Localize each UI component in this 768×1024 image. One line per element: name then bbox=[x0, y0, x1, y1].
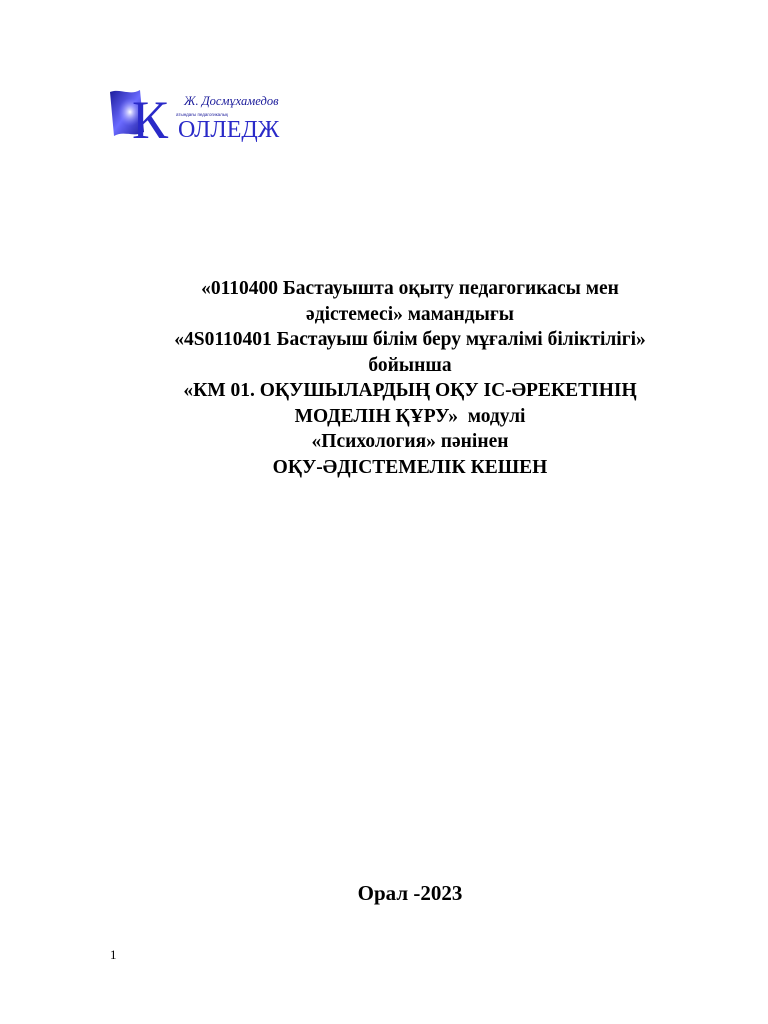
college-logo-graphic bbox=[108, 86, 313, 142]
city-year: Орал -2023 bbox=[357, 881, 463, 905]
title-line-4: бойынша bbox=[368, 354, 452, 376]
logo-small-text: атындағы педагогикалық bbox=[176, 112, 229, 117]
title-line-2: әдістемесі» мамандығы bbox=[306, 303, 514, 325]
title-line-6: МОДЕЛІН ҚҰРУ» модулі bbox=[294, 405, 526, 427]
logo-top-text: Ж. Досмұхамедов bbox=[184, 94, 279, 108]
title-line-5: «КМ 01. ОҚУШЫЛАРДЫҢ ОҚУ ІС-ӘРЕКЕТІНІҢ bbox=[183, 380, 637, 401]
title-line-1: «0110400 Бастауышта оқыту педагогикасы мен bbox=[201, 278, 619, 299]
title-line-3: «4S0110401 Бастауыш білім беру мұғалімі біліктілігі» bbox=[174, 329, 646, 350]
logo-initial-letter: К bbox=[132, 90, 169, 142]
college-logo bbox=[108, 86, 313, 142]
logo-main-text: ОЛЛЕДЖ bbox=[178, 117, 280, 142]
page-number: 1 bbox=[110, 947, 117, 962]
title-line-8: ОҚУ-ӘДІСТЕМЕЛІК КЕШЕН bbox=[272, 456, 548, 478]
title-line-7: «Психология» пәнінен bbox=[311, 431, 509, 452]
document-title bbox=[100, 276, 720, 480]
